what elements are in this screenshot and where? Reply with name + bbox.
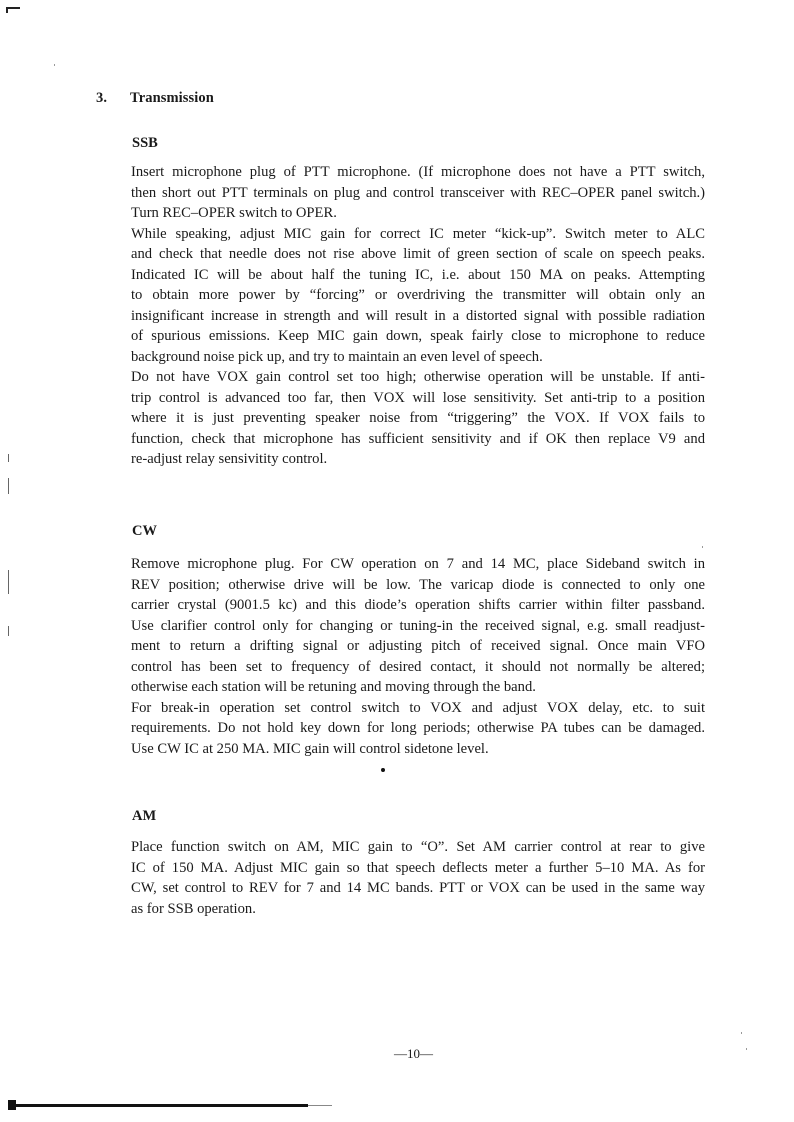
text-line: of spurious emissions. Keep MIC gain down, speak fairly close to microphone to reduce <box>131 328 705 344</box>
text-line: as for SSB operation. <box>131 900 256 917</box>
text-line: Remove microphone plug. For CW operation on 7 and 14 MC, place Sideband switch in <box>131 556 705 572</box>
page-number: —10— <box>394 1046 433 1061</box>
margin-mark <box>8 454 9 462</box>
margin-mark <box>8 626 9 636</box>
margin-mark <box>8 570 9 594</box>
scan-corner-mark <box>6 7 20 9</box>
text-line: background noise pick up, and try to maintain an even level of speech. <box>131 348 543 365</box>
scan-speck <box>746 1048 747 1050</box>
scan-edge-tail <box>308 1105 332 1106</box>
text-line: control has been set to frequency of desired contact, it should not normally be altered; <box>131 658 705 675</box>
section-title-text: Transmission <box>130 90 214 106</box>
cw-heading: CW <box>132 523 157 539</box>
text-line: re-adjust relay sensivitity control. <box>131 451 328 467</box>
section-number: 3. <box>96 90 108 106</box>
text-line: Use CW IC at 250 MA. MIC gain will control sidetone level. <box>131 740 489 757</box>
text-line: Use clarifier control only for changing or tuning-in the received signal, e.g. small readjust- <box>131 617 705 634</box>
text-line: where it is just preventing speaker noise from “triggering” the VOX. If VOX fails to <box>131 410 705 426</box>
text-line: Place function switch on AM, MIC gain to “O”. Set AM carrier control at rear to give <box>131 839 705 855</box>
ssb-heading: SSB <box>132 135 158 151</box>
section-title <box>96 90 214 107</box>
scan-corner-mark-vertical <box>6 7 8 13</box>
text-line: then short out PTT terminals on plug and control transceiver with REC–OPER panel switch.) <box>131 184 705 201</box>
text-line: trip control is advanced too far, then VOX will lose sensitivity. Set anti-trip to a position <box>131 389 705 406</box>
text-line: otherwise each station will be retuning and moving through the band. <box>131 679 536 695</box>
cw-paragraph <box>131 554 705 759</box>
ssb-paragraph <box>131 162 705 470</box>
text-line: function, check that microphone has sufficient sensitivity and if OK then replace V9 and <box>131 430 705 447</box>
scan-speck <box>54 64 55 66</box>
margin-mark <box>8 478 9 494</box>
text-line: Do not have VOX gain control set too high; otherwise operation will be unstable. If anti- <box>131 369 705 385</box>
text-line: Turn REC–OPER switch to OPER. <box>131 205 337 221</box>
text-line: While speaking, adjust MIC gain for correct IC meter “kick-up”. Switch meter to ALC <box>131 225 705 242</box>
text-line: ment to return a drifting signal or adjusting pitch of received signal. Once main VFO <box>131 638 705 654</box>
text-line: and check that needle does not rise above limit of green section of scale on speech peaks. <box>131 246 705 262</box>
text-line: to obtain more power by “forcing” or overdriving the transmitter will obtain only an <box>131 287 705 303</box>
text-line: Indicated IC will be about half the tuning IC, i.e. about 150 MA on peaks. Attempting <box>131 266 705 283</box>
scan-speck <box>702 546 703 548</box>
text-line: For break-in operation set control switch to VOX and adjust VOX delay, etc. to suit <box>131 699 705 716</box>
am-heading: AM <box>132 808 157 824</box>
scan-dot <box>381 768 385 772</box>
am-paragraph <box>131 837 705 919</box>
text-line: Insert microphone plug of PTT microphone. (If microphone does not have a PTT switch, <box>131 164 705 180</box>
text-line: requirements. Do not hold key down for long periods; otherwise PA tubes can be damaged. <box>131 720 705 736</box>
text-line: carrier crystal (9001.5 kc) and this diode’s operation shifts carrier within filter passband. <box>131 597 705 613</box>
scan-speck <box>741 1032 742 1034</box>
text-line: insignificant increase in strength and will result in a distorted signal with possible radiation <box>131 307 705 324</box>
text-line: IC of 150 MA. Adjust MIC gain so that speech deflects meter a further 5–10 MA. As for <box>131 859 705 876</box>
text-line: REV position; otherwise drive will be low. The varicap diode is connected to only one <box>131 576 705 593</box>
text-line: CW, set control to REV for 7 and 14 MC bands. PTT or VOX can be used in the same way <box>131 880 705 896</box>
scan-edge-bar <box>8 1104 308 1107</box>
